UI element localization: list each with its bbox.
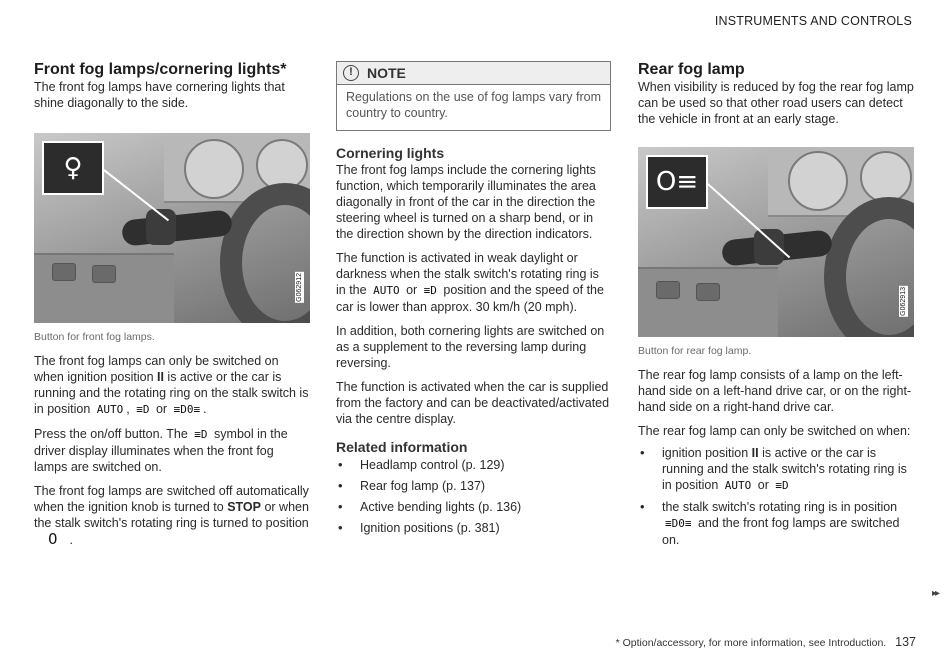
cornering-reversing: In addition, both cornering lights are switched on as a supplement to the reversing lamp during reversing. [336,324,605,370]
front-fog-conditions: The front fog lamps can only be switched on when ignition position II is active or the car is running and the rotating ring on the stalk switch is in position AUTO , ≡D or ≡D0≡ . [34,354,309,416]
zero-position-symbol: 0 [48,530,58,548]
front-fog-symbol-inset: ♀ [42,141,104,195]
related-link-headlamp-control[interactable]: • Headlamp control (p. 129) [336,457,611,473]
low-beam-symbol: ≡D [136,403,150,416]
panel-button [52,263,76,281]
speedometer-gauge [788,151,848,211]
auto-symbol: AUTO [96,403,124,416]
cornering-column [336,60,611,541]
front-fog-press-button: Press the on/off button. The ≡D symbol in the driver display illuminates when the front fog lamps are switched on. [34,427,288,474]
related-info-heading: Related information [336,439,468,455]
position-lamp-symbol: ≡D0≡ [665,517,692,530]
speedometer-gauge [184,139,244,199]
rear-fog-description: The rear fog lamp consists of a lamp on the left-hand side on a left-hand drive car, or on the right-hand side on a right-hand drive car. [638,368,912,414]
condition-ignition: • ignition position II is active or the car is running and the stalk switch's rotating ring is in position AUTO or ≡D [638,445,914,494]
note-body: Regulations on the use of fog lamps vary from country to country. [346,90,601,120]
note-title: NOTE [367,65,406,81]
footnote: * Option/accessory, for more information, see Introduction. [615,637,887,649]
note-header [337,62,610,85]
section-header: INSTRUMENTS AND CONTROLS [714,14,912,28]
rear-fog-intro: When visibility is reduced by fog the rear fog lamp can be used so that other road users can detect the vehicle in front at an early stage. [638,80,914,126]
continue-arrows-icon: ▸▸ [931,588,938,599]
front-fog-title: Front fog lamps/cornering lights* [34,61,287,78]
info-icon: ! [343,65,359,81]
low-beam-symbol: ≡D [775,479,789,492]
front-fog-symbol: ≡D [194,428,208,441]
image-code: G062912 [296,273,303,302]
related-link-ignition-positions[interactable]: • Ignition positions (p. 381) [336,520,611,536]
front-fog-intro: The front fog lamps have cornering lights that shine diagonally to the side. [34,80,285,110]
front-fog-switch-off: The front fog lamps are switched off automatically when the ignition knob is turned to STOP or when the stalk switch's rotating ring is turned to position 0 . [34,484,309,548]
page-number: 137 [895,635,916,649]
rear-fog-symbol-inset: O≡ [646,155,708,209]
cornering-heading: Cornering lights [336,145,445,161]
rear-fog-conditions-list [638,445,914,548]
page-footer [616,635,916,649]
related-link-rear-fog-lamp[interactable]: • Rear fog lamp (p. 137) [336,478,611,494]
auto-symbol: AUTO [724,479,752,492]
callout-line [104,169,170,221]
panel-button [696,283,720,301]
rear-fog-conditions-intro: The rear fog lamp can only be switched on when: [638,424,911,438]
image-code: G062913 [900,287,907,316]
front-fog-caption: Button for front fog lamps. [34,331,155,343]
rear-fog-caption: Button for rear fog lamp. [638,345,752,357]
condition-position-lamps: • the stalk switch's rotating ring is in position ≡D0≡ and the front fog lamps are switched on. [638,499,914,548]
position-lamp-symbol: ≡D0≡ [173,403,201,416]
related-info-list [336,457,611,536]
cornering-description: The front fog lamps include the cornering lights function, which temporarily illuminates the area diagonally in front of the car in the direction the steering wheel is turned on a sharp bend, or in the direction shown by the direction indicators. [336,163,596,241]
cornering-activation: The function is activated in weak daylight or darkness when the stalk switch's rotating ring is in the AUTO or ≡D position and the speed of the car is lower than approx. 30 km/h (20 mph). [336,251,604,314]
rear-fog-column [638,60,914,553]
dashboard-panel [638,267,778,337]
auto-symbol: AUTO [373,284,400,297]
front-fog-button-photo [34,133,310,323]
note-box [336,61,611,131]
tachometer-gauge [860,151,912,203]
rear-fog-button-photo [638,147,914,337]
cornering-factory: The function is activated when the car is supplied from the factory and can be deactivated/activated via the centre display. [336,380,610,426]
stalk-switch [121,209,233,246]
panel-button [656,281,680,299]
related-link-active-bending-lights[interactable]: • Active bending lights (p. 136) [336,499,611,515]
low-beam-symbol: ≡D [423,284,437,297]
panel-button [92,265,116,283]
rear-fog-title: Rear fog lamp [638,61,745,78]
front-fog-column [34,60,310,548]
